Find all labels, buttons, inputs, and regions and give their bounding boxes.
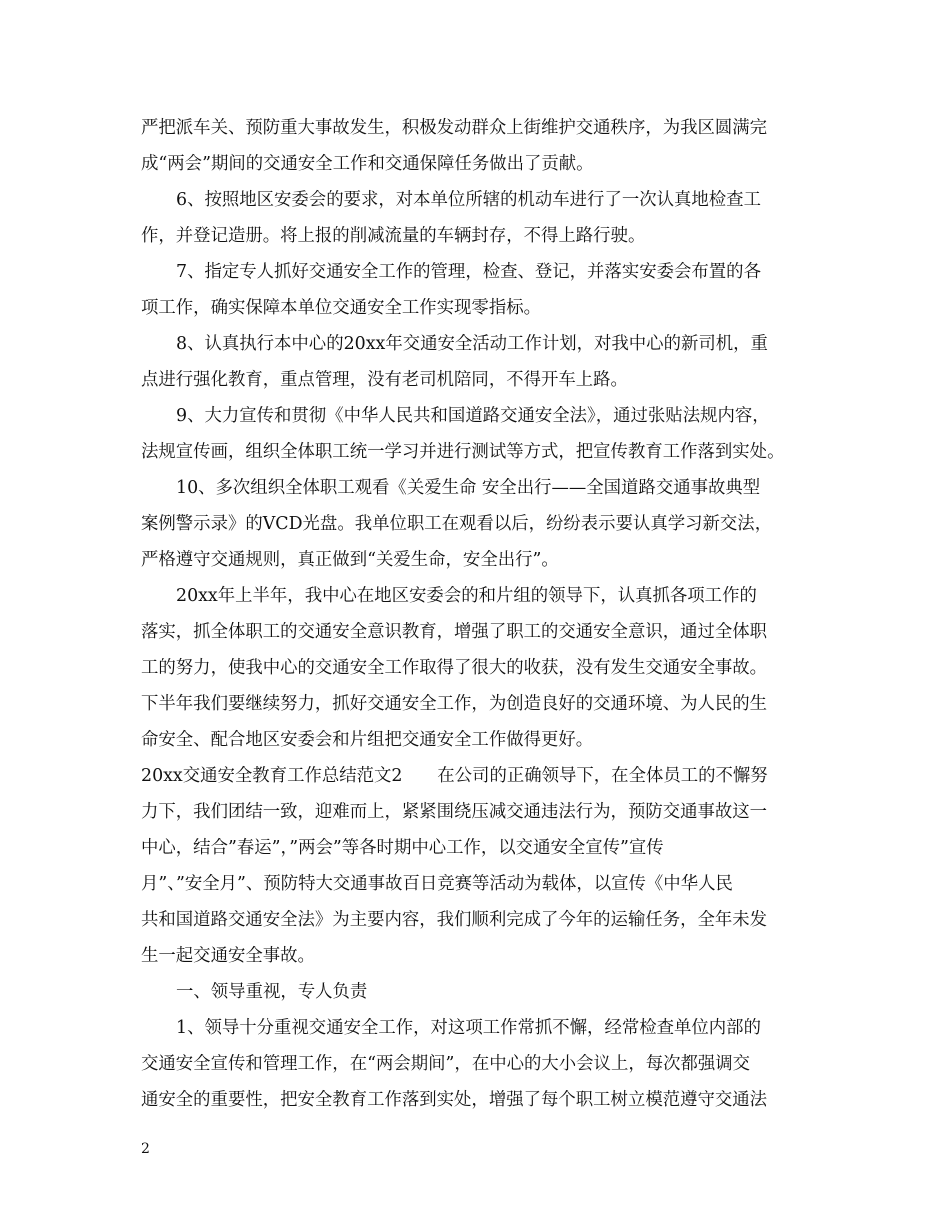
text-line: 通安全的重要性，把安全教育工作落到实处，增强了每个职工树立模范遵守交通法 xyxy=(141,1090,768,1110)
page-number: 2 xyxy=(141,1141,150,1157)
text-line: 7、指定专人抓好交通安全工作的管理，检查、登记，并落实安委会布置的各 xyxy=(176,262,761,282)
text-line: 严格遵守交通规则，真正做到“关爱生命，安全出行”。 xyxy=(141,550,559,570)
text-line: 10、多次组织全体职工观看《关爱生命 安全出行——全国道路交通事故典型 xyxy=(176,478,761,498)
text-line: 案例警示录》的VCD光盘。我单位职工在观看以后，纷纷表示要认真学习新交法， xyxy=(141,514,773,534)
text-line: 作，并登记造册。将上报的削减流量的车辆封存，不得上路行驶。 xyxy=(141,226,646,246)
text-line: 力下，我们团结一致，迎难而上，紧紧围绕压减交通违法行为，预防交通事故这一 xyxy=(141,802,768,822)
document-body xyxy=(141,110,813,1118)
text-line: 交通安全宣传和管理工作，在“两会期间”，在中心的大小会议上，每次都强调交 xyxy=(141,1054,751,1074)
text-line: 20xx交通安全教育工作总结范文2 在公司的正确领导下，在全体员工的不懈努 xyxy=(141,766,768,786)
text-line: 落实，抓全体职工的交通安全意识教育，增强了职工的交通安全意识，通过全体职 xyxy=(141,622,768,642)
text-line: 下半年我们要继续努力，抓好交通安全工作，为创造良好的交通环境、为人民的生 xyxy=(141,694,768,714)
text-line: 1、领导十分重视交通安全工作，对这项工作常抓不懈，经常检查单位内部的 xyxy=(176,1018,761,1038)
text-line: 项工作，确实保障本单位交通安全工作实现零指标。 xyxy=(141,298,541,318)
text-line: 月”、”安全月”、预防特大交通事故百日竞赛等活动为载体，以宣传《中华人民 xyxy=(141,874,733,894)
text-line: 一、领导重视，专人负责 xyxy=(176,982,368,1002)
text-line: 共和国道路交通安全法》为主要内容，我们顺利完成了今年的运输任务，全年未发 xyxy=(141,910,768,930)
text-line: 中心，结合”春运”，”两会”等各时期中心工作，以交通安全宣传”宣传 xyxy=(141,838,664,858)
text-line: 9、大力宣传和贯彻《中华人民共和国道路交通安全法》，通过张贴法规内容， xyxy=(176,406,770,426)
text-line: 6、按照地区安委会的要求，对本单位所辖的机动车进行了一次认真地检查工 xyxy=(176,190,761,210)
text-line: 8、认真执行本中心的20xx年交通安全活动工作计划，对我中心的新司机，重 xyxy=(176,334,768,354)
text-line: 点进行强化教育，重点管理，没有老司机陪同，不得开车上路。 xyxy=(141,370,628,390)
text-line: 命安全、配合地区安委会和片组把交通安全工作做得更好。 xyxy=(141,730,594,750)
text-line: 法规宣传画，组织全体职工统一学习并进行测试等方式，把宣传教育工作落到实处。 xyxy=(141,442,785,462)
text-line: 成“两会”期间的交通安全工作和交通保障任务做出了贡献。 xyxy=(141,154,594,174)
text-line: 20xx年上半年，我中心在地区安委会的和片组的领导下，认真抓各项工作的 xyxy=(176,586,757,606)
text-line: 生一起交通安全事故。 xyxy=(141,946,315,966)
text-line: 严把派车关、预防重大事故发生，积极发动群众上街维护交通秩序，为我区圆满完 xyxy=(141,118,768,138)
text-line: 工的努力，使我中心的交通安全工作取得了很大的收获，没有发生交通安全事故。 xyxy=(141,658,768,678)
